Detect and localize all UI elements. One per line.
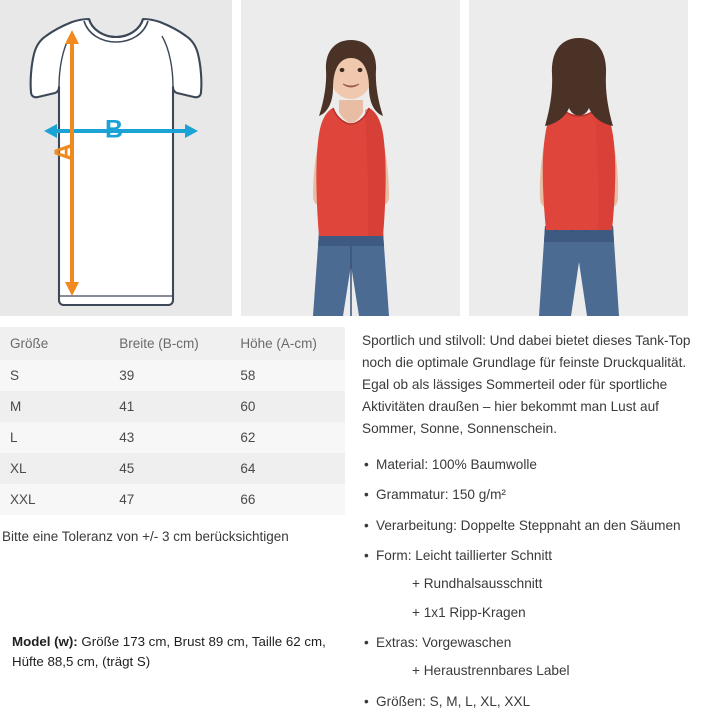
list-item xyxy=(362,486,700,504)
cell-height: 62 xyxy=(230,422,345,453)
model-info-label: Model (w): xyxy=(12,634,78,649)
table-row xyxy=(0,453,345,484)
size-table-header-width: Breite (B-cm) xyxy=(109,327,230,360)
feature-list xyxy=(362,456,700,711)
list-item xyxy=(362,693,700,711)
model-front-photo xyxy=(241,0,460,316)
feature-sizes: Größen: S, M, L, XL, XXL xyxy=(376,693,531,709)
measurement-diagram xyxy=(0,0,232,316)
feature-extras: Extras: Vorgewaschen xyxy=(376,635,512,651)
size-table-header-height: Höhe (A-cm) xyxy=(230,327,345,360)
cell-size: L xyxy=(0,422,109,453)
model-info xyxy=(12,632,352,672)
table-row xyxy=(0,422,345,453)
tolerance-note: Bitte eine Toleranz von +/- 3 cm berücksichtigen xyxy=(2,529,289,544)
feature-form: Form: Leicht taillierter Schnitt xyxy=(376,548,553,564)
feature-form-sub1: + Rundhalsausschnitt xyxy=(412,576,543,592)
cell-width: 45 xyxy=(109,453,230,484)
table-row xyxy=(0,484,345,515)
cell-width: 43 xyxy=(109,422,230,453)
size-table xyxy=(0,327,345,515)
list-item xyxy=(362,456,700,474)
cell-width: 39 xyxy=(109,360,230,391)
cell-size: XXL xyxy=(0,484,109,515)
cell-size: M xyxy=(0,391,109,422)
feature-weight: Grammatur: 150 g/m² xyxy=(376,487,506,503)
cell-height: 60 xyxy=(230,391,345,422)
table-row xyxy=(0,391,345,422)
table-row xyxy=(0,360,345,391)
feature-material: Material: 100% Baumwolle xyxy=(376,457,537,473)
description-section xyxy=(350,316,710,723)
feature-processing: Verarbeitung: Doppelte Steppnaht an den Säumen xyxy=(376,517,681,533)
cell-height: 64 xyxy=(230,453,345,484)
product-description: Sportlich und stilvoll: Und dabei bietet dieses Tank-Top noch die optimale Grundlage für feinste Druckqualität. Egal ob als lässiges Sommerteil oder für sportliche Aktivitäten draußen – hier bekommt man Lust auf Sommer, Sonne, Sonnenschein. xyxy=(362,333,691,437)
model-info-line1: Größe 173 cm, Brust 89 cm, Taille 62 cm, xyxy=(77,634,326,649)
list-item xyxy=(362,517,700,535)
model-back-photo xyxy=(469,0,688,316)
list-item xyxy=(362,547,700,622)
cell-width: 41 xyxy=(109,391,230,422)
size-table-header-size: Größe xyxy=(0,327,109,360)
diagram-label-b: B xyxy=(104,115,124,144)
product-image-row xyxy=(0,0,720,316)
cell-height: 58 xyxy=(230,360,345,391)
feature-form-sub2: + 1x1 Ripp-Kragen xyxy=(412,604,526,620)
feature-extras-sub1: + Heraustrennbares Label xyxy=(412,663,570,679)
cell-width: 47 xyxy=(109,484,230,515)
model-info-line2: Hüfte 88,5 cm, (trägt S) xyxy=(12,653,151,669)
size-table-header-row xyxy=(0,327,345,360)
cell-size: XL xyxy=(0,453,109,484)
list-item xyxy=(362,634,700,681)
cell-height: 66 xyxy=(230,484,345,515)
cell-size: S xyxy=(0,360,109,391)
diagram-label-a: A xyxy=(50,142,78,162)
